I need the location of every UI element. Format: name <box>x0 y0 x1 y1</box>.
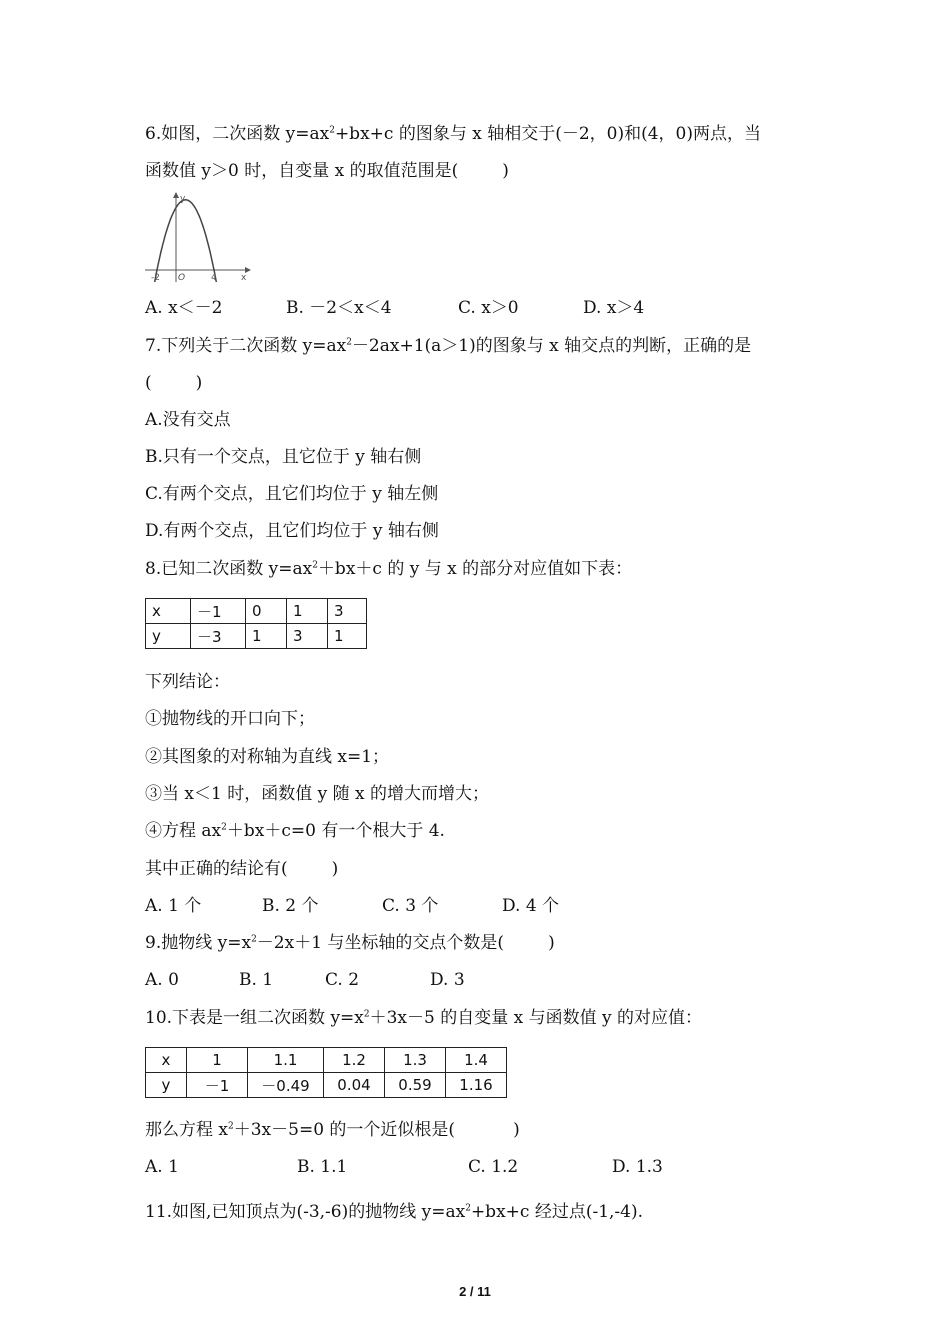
table-row: y －1 －0.49 0.04 0.59 1.16 <box>146 1073 507 1098</box>
q10-question: 那么方程 $x^2+3x-5=0$ 的一个近似根是( ) <box>145 1120 520 1140</box>
q7-option-b[interactable]: B.只有一个交点，且它位于 y 轴右侧 <box>145 447 422 467</box>
q8-conclusion-1: ①抛物线的开口向下； <box>145 709 315 729</box>
q9-option-a[interactable]: A. 0 <box>145 970 179 990</box>
q6-option-d[interactable]: D. x＞4 <box>583 298 645 318</box>
q8-question: 其中正确的结论有( ) <box>145 859 339 879</box>
q7-option-c[interactable]: C.有两个交点，且它们均位于 y 轴左侧 <box>145 484 439 504</box>
q8-conclusion-4: ④方程 $ax^2+bx+c=0$ 有一个根大于 4. <box>145 821 445 841</box>
q8-value-table <box>145 598 367 649</box>
q7-option-d[interactable]: D.有两个交点，且它们均位于 y 轴右侧 <box>145 521 439 541</box>
q8-option-a[interactable]: A. 1 个 <box>145 896 202 916</box>
q7-option-a[interactable]: A.没有交点 <box>145 410 231 430</box>
q7-stem-line2: ( ) <box>145 373 203 393</box>
q7-stem-line1: 7.下列关于二次函数 $y=ax^2-2ax+1(a>1)$的图象与 x 轴交点的判断，正确的是 <box>145 336 752 356</box>
q6-stem-line1: 6.如图，二次函数 $y=ax^2+bx+c$ 的图象与 x 轴相交于(－2，0)和(4，0)两点，当 <box>145 124 762 144</box>
q9-option-b[interactable]: B. 1 <box>239 970 274 990</box>
q6-option-a[interactable]: A. x＜－2 <box>145 298 223 318</box>
tick-label-4: 4 <box>211 273 217 282</box>
page-number: 2 / 11 <box>459 1284 491 1299</box>
table-row: y －3 1 3 1 <box>146 624 367 649</box>
q9-option-c[interactable]: C. 2 <box>325 970 360 990</box>
q10-value-table <box>145 1047 507 1098</box>
q9-stem: 9.抛物线 $y=x^2-2x+1$ 与坐标轴的交点个数是( ) <box>145 933 555 953</box>
q6-parabola-graph <box>145 192 251 282</box>
q8-stem: 8.已知二次函数 $y=ax^2+bx+c$ 的 y 与 x 的部分对应值如下表： <box>145 559 633 579</box>
tick-label-neg2: -2 <box>151 273 160 282</box>
q10-stem: 10.下表是一组二次函数 $y=x^2+3x-5$ 的自变量 x 与函数值 y 的对应值： <box>145 1008 703 1028</box>
q10-option-a[interactable]: A. 1 <box>145 1157 179 1177</box>
q8-option-b[interactable]: B. 2 个 <box>262 896 319 916</box>
q6-option-c[interactable]: C. x＞0 <box>458 298 519 318</box>
q8-conclusion-3: ③当 x＜1 时，函数值 y 随 x 的增大而增大； <box>145 784 490 804</box>
q10-option-d[interactable]: D. 1.3 <box>612 1157 663 1177</box>
q9-option-d[interactable]: D. 3 <box>430 970 465 990</box>
q11-stem: 11.如图,已知顶点为(-3,-6)的抛物线 $y=ax^2+bx+c$ 经过点(-1,-4). <box>145 1202 644 1222</box>
q6-option-b[interactable]: B. －2＜x＜4 <box>286 298 392 318</box>
q10-option-b[interactable]: B. 1.1 <box>297 1157 348 1177</box>
origin-label: O <box>178 273 186 282</box>
q10-option-c[interactable]: C. 1.2 <box>468 1157 519 1177</box>
table-row: x －1 0 1 3 <box>146 599 367 624</box>
q8-conclusions-intro: 下列结论： <box>145 672 230 692</box>
q6-stem-line2: 函数值 y＞0 时，自变量 x 的取值范围是( ) <box>145 161 509 181</box>
y-axis-arrow <box>173 192 179 198</box>
table-row: x 1 1.1 1.2 1.3 1.4 <box>146 1048 507 1073</box>
y-axis-label: y <box>180 194 186 204</box>
q8-option-c[interactable]: C. 3 个 <box>382 896 439 916</box>
x-axis-label: x <box>241 273 247 282</box>
q8-conclusion-2: ②其图象的对称轴为直线 x=1； <box>145 747 390 767</box>
q8-option-d[interactable]: D. 4 个 <box>502 896 560 916</box>
